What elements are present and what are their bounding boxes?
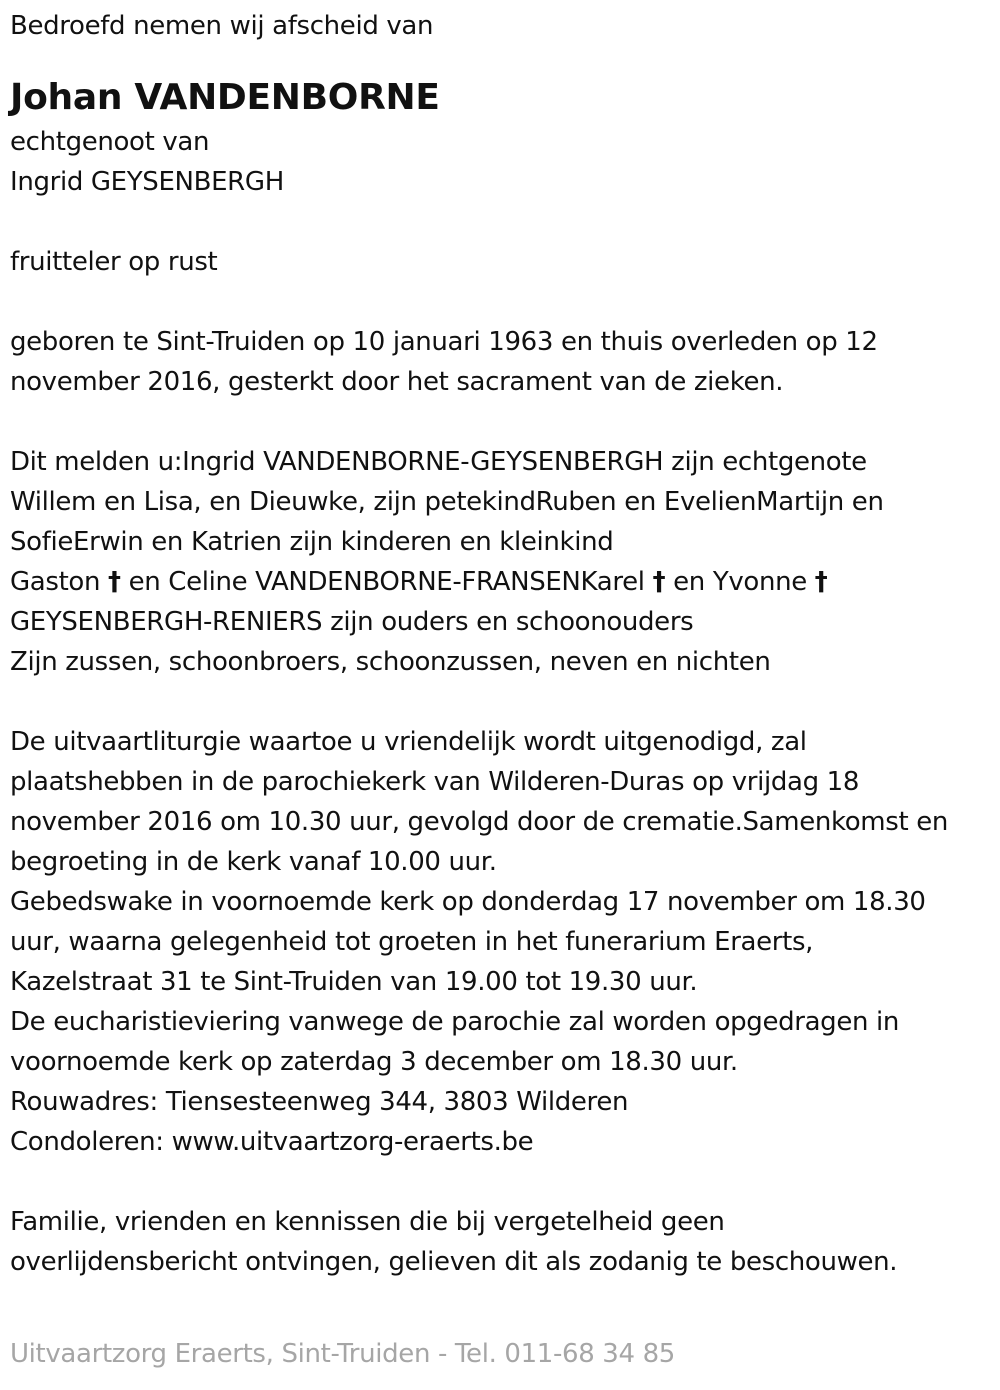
closing-line: Familie, vrienden en kennissen die bij vergetelheid geen bbox=[10, 1207, 725, 1237]
spouse-name: Ingrid GEYSENBERGH bbox=[10, 167, 284, 197]
relation-text: echtgenoot van bbox=[10, 127, 210, 157]
birth-death-line: geboren te Sint-Truiden op 10 januari 1963 en thuis overleden op 12 bbox=[10, 327, 878, 357]
cross-icon: † bbox=[814, 567, 828, 597]
ceremony-line: Gebedswake in voornoemde kerk op donderdag 17 november om 18.30 bbox=[10, 887, 926, 917]
deceased-name: Johan VANDENBORNE bbox=[10, 77, 440, 118]
announcement-text: en Yvonne bbox=[665, 567, 815, 597]
funeral-home-footer: Uitvaartzorg Eraerts, Sint-Truiden - Tel. 011-68 34 85 bbox=[10, 1339, 675, 1369]
ceremony-line: Kazelstraat 31 te Sint-Truiden van 19.00 tot 19.30 uur. bbox=[10, 967, 698, 997]
spacer bbox=[10, 1162, 995, 1202]
occupation-text: fruitteler op rust bbox=[10, 247, 218, 277]
announcement-line: SofieErwin en Katrien zijn kinderen en kleinkind bbox=[10, 527, 614, 557]
announcement-line: Dit melden u:Ingrid VANDENBORNE-GEYSENBERGH zijn echtgenote bbox=[10, 447, 867, 477]
announcement-line bbox=[10, 562, 995, 602]
announcement-line: GEYSENBERGH-RENIERS zijn ouders en schoonouders bbox=[10, 607, 694, 637]
announcement-line: Zijn zussen, schoonbroers, schoonzussen, neven en nichten bbox=[10, 647, 771, 677]
spacer bbox=[10, 402, 995, 442]
cross-icon: † bbox=[652, 567, 666, 597]
ceremony-line: november 2016 om 10.30 uur, gevolgd door de crematie.Samenkomst en bbox=[10, 807, 949, 837]
announcement-line: Willem en Lisa, en Dieuwke, zijn petekindRuben en EvelienMartijn en bbox=[10, 487, 884, 517]
spacer bbox=[10, 202, 995, 242]
intro-text: Bedroefd nemen wij afscheid van bbox=[10, 11, 434, 41]
announcement-text: en Celine VANDENBORNE-FRANSENKarel bbox=[120, 567, 653, 597]
ceremony-line: plaatshebben in de parochiekerk van Wilderen-Duras op vrijdag 18 bbox=[10, 767, 860, 797]
ceremony-line: voornoemde kerk op zaterdag 3 december om 18.30 uur. bbox=[10, 1047, 738, 1077]
obituary-notice bbox=[10, 6, 995, 1282]
spacer bbox=[10, 282, 995, 322]
closing-line: overlijdensbericht ontvingen, gelieven dit als zodanig te beschouwen. bbox=[10, 1247, 898, 1277]
spacer bbox=[10, 682, 995, 722]
cross-icon: † bbox=[108, 567, 121, 597]
ceremony-line: begroeting in de kerk vanaf 10.00 uur. bbox=[10, 847, 497, 877]
ceremony-line: De eucharistieviering vanwege de parochie zal worden opgedragen in bbox=[10, 1007, 900, 1037]
birth-death-line: november 2016, gesterkt door het sacrament van de zieken. bbox=[10, 367, 784, 397]
mourning-address: Rouwadres: Tiensesteenweg 344, 3803 Wilderen bbox=[10, 1087, 629, 1117]
ceremony-line: De uitvaartliturgie waartoe u vriendelijk wordt uitgenodigd, zal bbox=[10, 727, 807, 757]
announcement-text: Gaston bbox=[10, 567, 109, 597]
condolence-website: Condoleren: www.uitvaartzorg-eraerts.be bbox=[10, 1127, 534, 1157]
ceremony-section bbox=[10, 722, 995, 1162]
ceremony-line: uur, waarna gelegenheid tot groeten in het funerarium Eraerts, bbox=[10, 927, 814, 957]
